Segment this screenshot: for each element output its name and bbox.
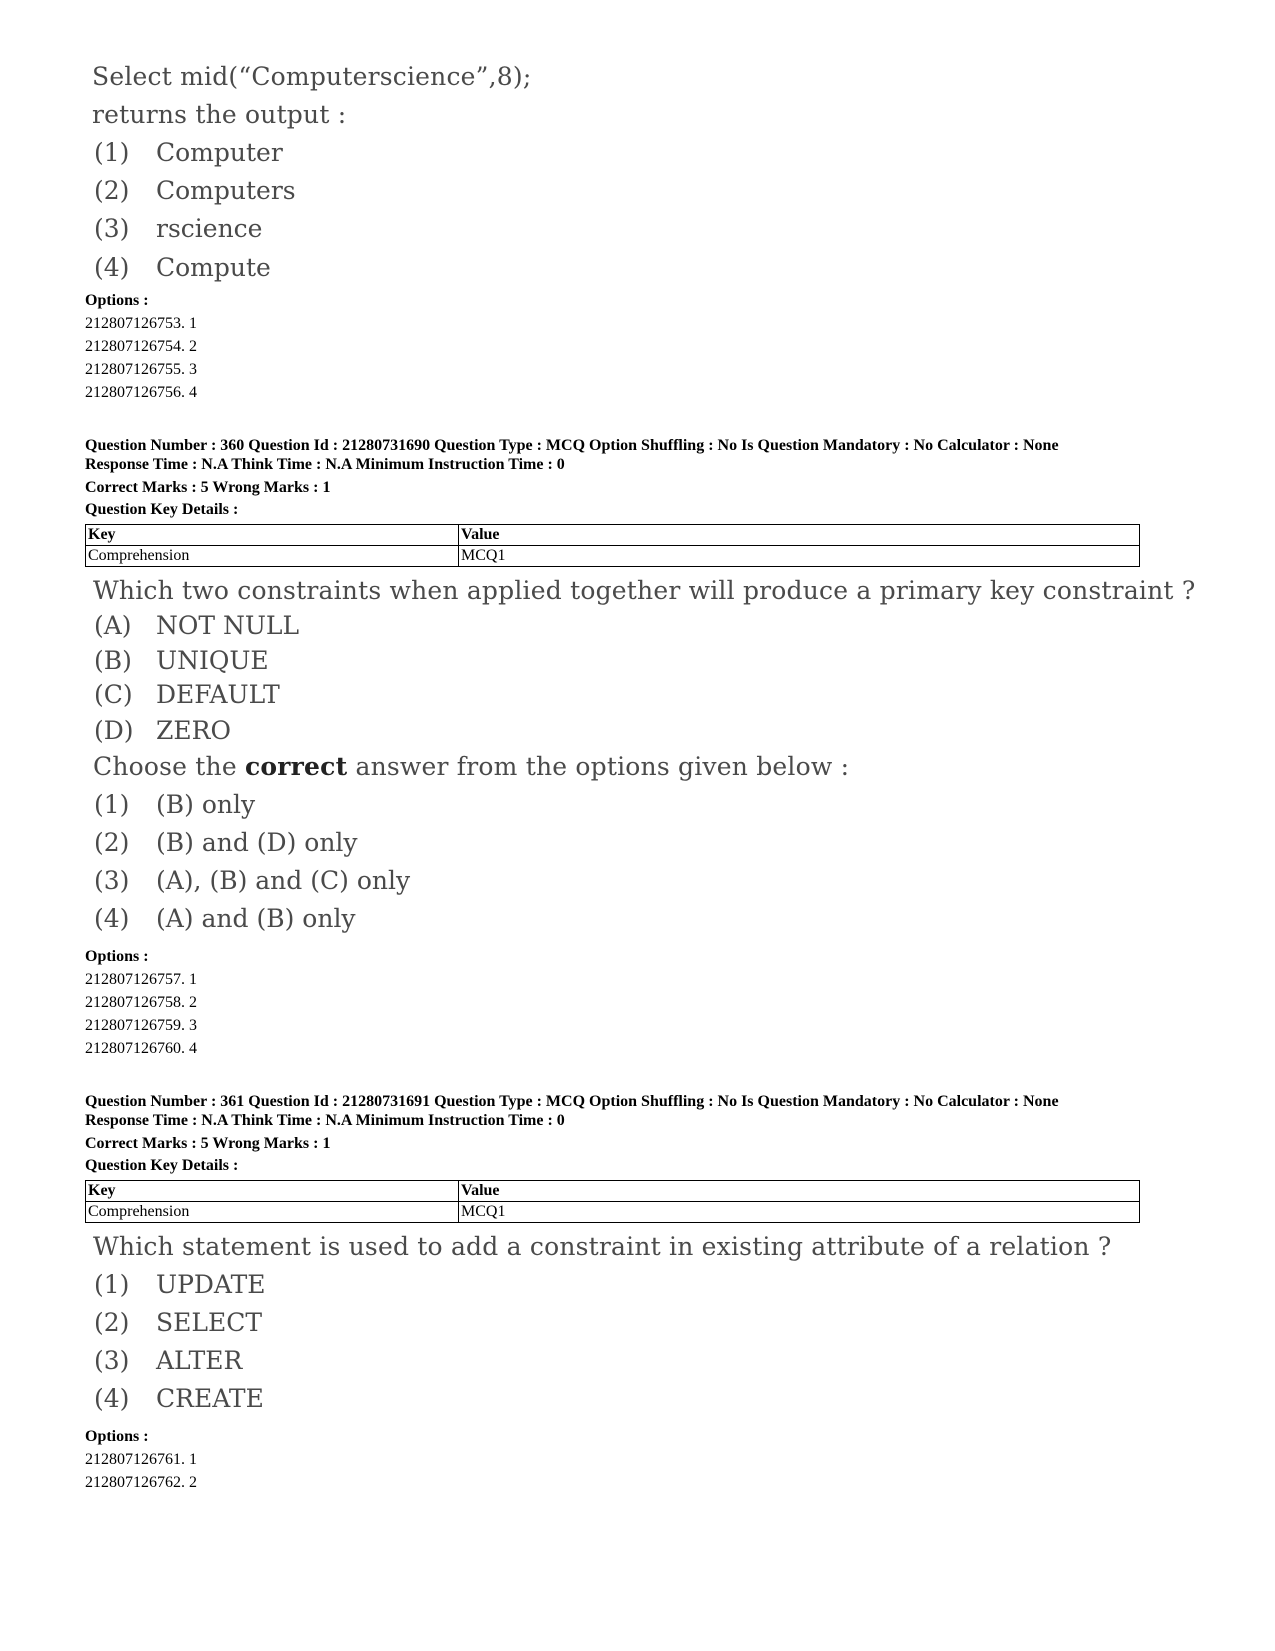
q360-choice: (1) (B) only <box>94 790 256 819</box>
q360-marks: Correct Marks : 5 Wrong Marks : 1 <box>85 479 331 496</box>
q361-options-label: Options : <box>85 1428 149 1445</box>
q359-option-id: 212807126756. 4 <box>85 384 197 401</box>
q360-option-id: 212807126757. 1 <box>85 971 197 988</box>
key-cell: Comprehension <box>86 546 459 567</box>
key-cell: Comprehension <box>86 1202 459 1223</box>
q360-key-table <box>85 524 1140 567</box>
q360-options-label: Options : <box>85 948 149 965</box>
q359-choice: (1) Computer <box>94 138 283 167</box>
value-header: Value <box>459 1181 1140 1202</box>
q360-instruction: Choose the correct answer from the options given below : <box>93 752 850 781</box>
q360-stem: Which two constraints when applied together will produce a primary key constraint ? <box>93 576 1196 605</box>
q360-option-id: 212807126758. 2 <box>85 994 197 1011</box>
q361-key-table <box>85 1180 1140 1223</box>
q361-choice: (2) SELECT <box>94 1308 263 1337</box>
q360-key-details-label: Question Key Details : <box>85 501 239 518</box>
q361-header-line-1: Question Number : 361 Question Id : 21280731691 Question Type : MCQ Option Shuffling : No Is Question Mandatory : No Calculator : None <box>85 1093 1059 1110</box>
q361-option-id: 212807126761. 1 <box>85 1451 197 1468</box>
q360-statement: (A) NOT NULL <box>94 611 300 640</box>
key-header: Key <box>86 1181 459 1202</box>
q359-stem-line-1: Select mid(“Computerscience”,8); <box>92 62 532 91</box>
key-header: Key <box>86 525 459 546</box>
q360-statement: (D) ZERO <box>94 716 231 745</box>
q359-option-id: 212807126753. 1 <box>85 315 197 332</box>
q360-header-line-1: Question Number : 360 Question Id : 21280731690 Question Type : MCQ Option Shuffling : No Is Question Mandatory : No Calculator : None <box>85 437 1059 454</box>
q359-choice: (3) rscience <box>94 214 263 243</box>
q360-statement: (B) UNIQUE <box>94 646 269 675</box>
q361-choice: (4) CREATE <box>94 1384 264 1413</box>
q359-stem-line-2: returns the output : <box>92 100 347 129</box>
value-header: Value <box>459 525 1140 546</box>
q361-option-id: 212807126762. 2 <box>85 1474 197 1491</box>
q360-choice: (4) (A) and (B) only <box>94 904 356 933</box>
q361-stem: Which statement is used to add a constraint in existing attribute of a relation ? <box>93 1232 1112 1261</box>
q359-choice: (4) Compute <box>94 253 271 282</box>
q360-choice: (2) (B) and (D) only <box>94 828 358 857</box>
q360-header-line-2: Response Time : N.A Think Time : N.A Minimum Instruction Time : 0 <box>85 456 565 473</box>
q360-option-id: 212807126759. 3 <box>85 1017 197 1034</box>
value-cell: MCQ1 <box>459 546 1140 567</box>
q361-choice: (1) UPDATE <box>94 1270 266 1299</box>
value-cell: MCQ1 <box>459 1202 1140 1223</box>
q360-choice: (3) (A), (B) and (C) only <box>94 866 411 895</box>
q359-options-label: Options : <box>85 292 149 309</box>
q361-choice: (3) ALTER <box>94 1346 243 1375</box>
q359-option-id: 212807126755. 3 <box>85 361 197 378</box>
q361-key-details-label: Question Key Details : <box>85 1157 239 1174</box>
q359-option-id: 212807126754. 2 <box>85 338 197 355</box>
q361-header-line-2: Response Time : N.A Think Time : N.A Minimum Instruction Time : 0 <box>85 1112 565 1129</box>
q360-statement: (C) DEFAULT <box>94 680 280 709</box>
q360-option-id: 212807126760. 4 <box>85 1040 197 1057</box>
q361-marks: Correct Marks : 5 Wrong Marks : 1 <box>85 1135 331 1152</box>
q359-choice: (2) Computers <box>94 176 296 205</box>
